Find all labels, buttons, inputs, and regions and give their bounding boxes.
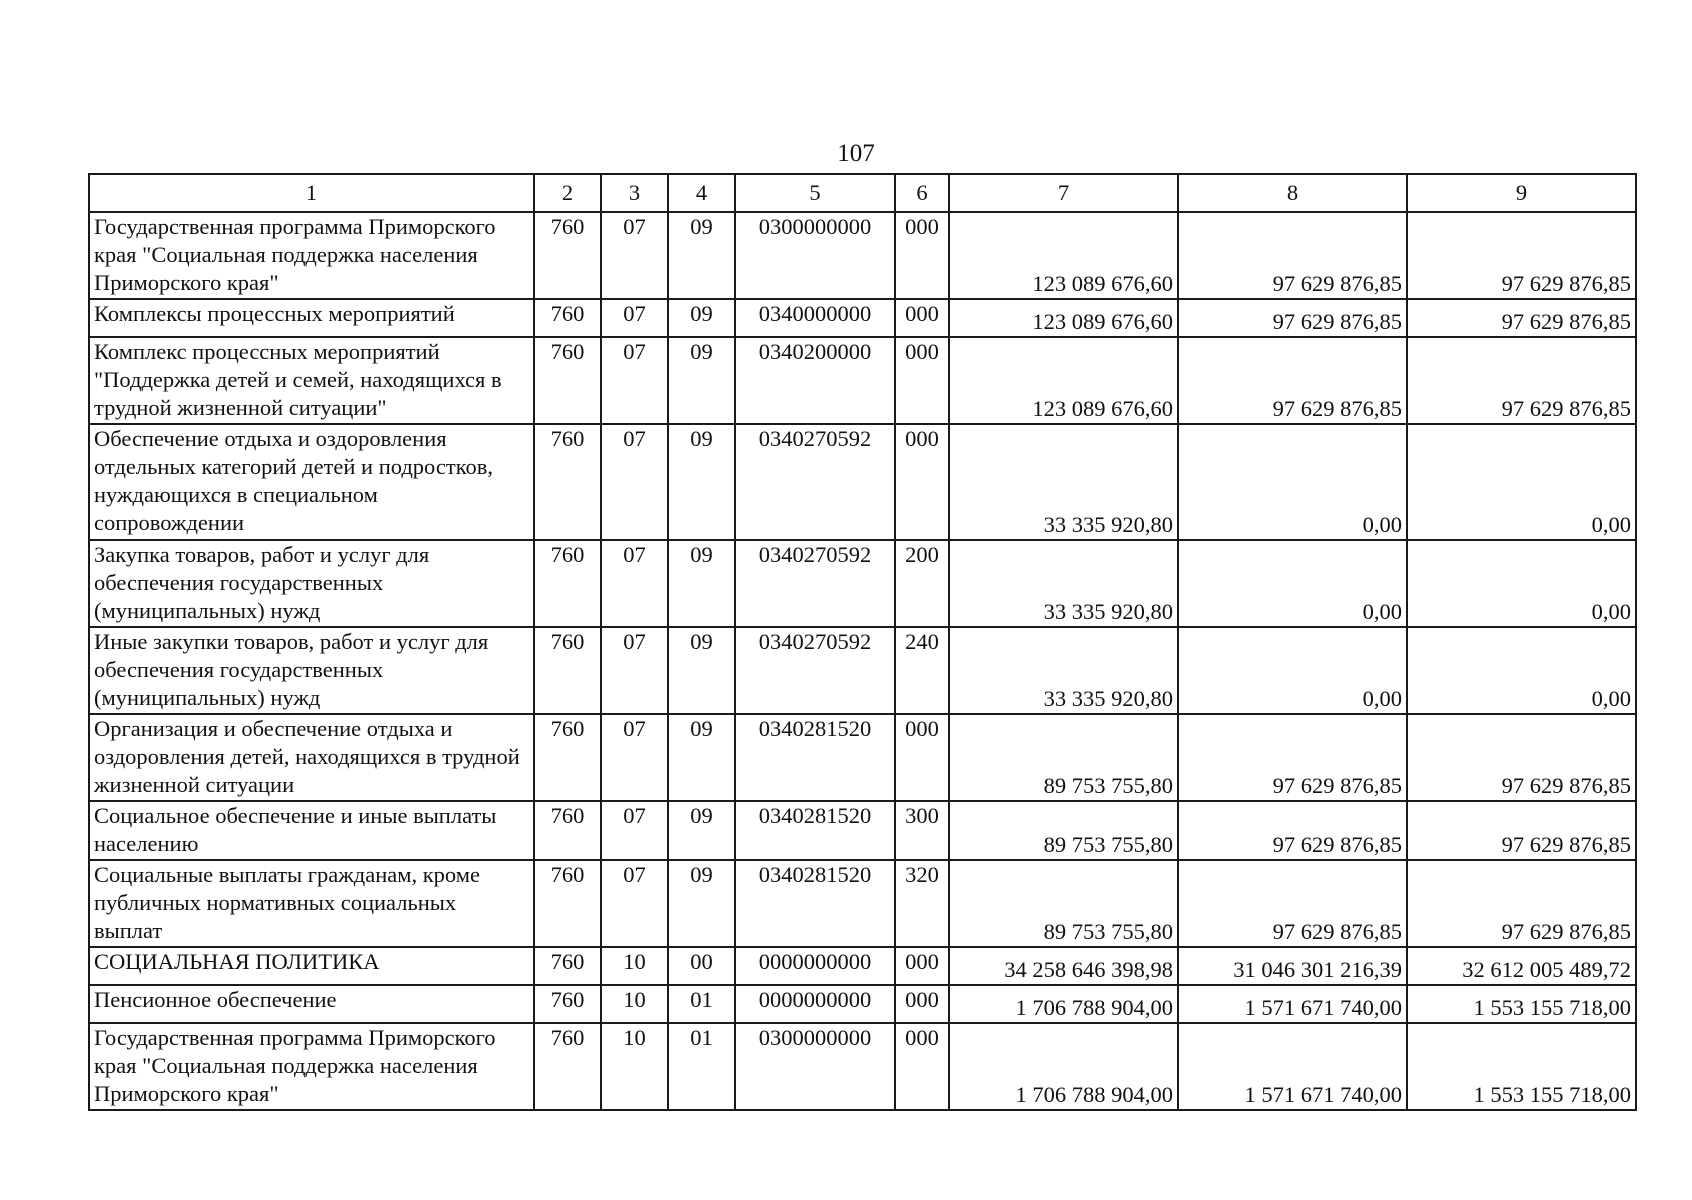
table-row xyxy=(89,714,1636,801)
row-amount-7: 34 258 646 398,98 xyxy=(949,947,1178,985)
row-amount-8: 97 629 876,85 xyxy=(1178,337,1407,424)
row-amount-9: 32 612 005 489,72 xyxy=(1407,947,1636,985)
table-row xyxy=(89,337,1636,424)
row-col-3: 07 xyxy=(601,801,668,860)
row-col-4: 09 xyxy=(668,714,735,801)
row-col-2: 760 xyxy=(534,1023,601,1110)
row-amount-9: 0,00 xyxy=(1407,540,1636,627)
row-col-6: 000 xyxy=(895,212,949,299)
row-col-2: 760 xyxy=(534,424,601,540)
row-amount-8: 1 571 671 740,00 xyxy=(1178,985,1407,1023)
table-row xyxy=(89,860,1636,947)
row-name: Организация и обеспечение отдыха и оздоровления детей, находящихся в трудной жизненной ситуации xyxy=(89,714,534,801)
row-col-2: 760 xyxy=(534,540,601,627)
row-amount-7: 89 753 755,80 xyxy=(949,714,1178,801)
row-col-3: 07 xyxy=(601,714,668,801)
row-col-3: 07 xyxy=(601,540,668,627)
row-amount-7: 33 335 920,80 xyxy=(949,540,1178,627)
row-amount-8: 1 571 671 740,00 xyxy=(1178,1023,1407,1110)
row-col-4: 09 xyxy=(668,801,735,860)
row-col-5: 0340281520 xyxy=(735,860,895,947)
table-row xyxy=(89,947,1636,985)
row-col-4: 00 xyxy=(668,947,735,985)
row-name: Государственная программа Приморского края "Социальная поддержка населения Приморского края" xyxy=(89,212,534,299)
row-amount-8: 97 629 876,85 xyxy=(1178,801,1407,860)
row-amount-7: 123 089 676,60 xyxy=(949,299,1178,337)
row-amount-8: 97 629 876,85 xyxy=(1178,299,1407,337)
row-amount-8: 97 629 876,85 xyxy=(1178,212,1407,299)
row-col-2: 760 xyxy=(534,860,601,947)
row-col-6: 000 xyxy=(895,337,949,424)
header-cell: 4 xyxy=(668,174,735,212)
table-row xyxy=(89,1023,1636,1110)
row-col-5: 0340000000 xyxy=(735,299,895,337)
row-col-4: 01 xyxy=(668,985,735,1023)
row-col-6: 000 xyxy=(895,947,949,985)
row-amount-7: 1 706 788 904,00 xyxy=(949,985,1178,1023)
row-amount-7: 89 753 755,80 xyxy=(949,860,1178,947)
row-col-3: 07 xyxy=(601,860,668,947)
row-col-4: 09 xyxy=(668,627,735,714)
header-cell: 5 xyxy=(735,174,895,212)
row-col-3: 07 xyxy=(601,627,668,714)
row-col-4: 09 xyxy=(668,299,735,337)
row-col-3: 10 xyxy=(601,947,668,985)
row-name: Пенсионное обеспечение xyxy=(89,985,534,1023)
header-cell: 8 xyxy=(1178,174,1407,212)
row-col-2: 760 xyxy=(534,801,601,860)
row-col-6: 000 xyxy=(895,1023,949,1110)
row-col-4: 09 xyxy=(668,540,735,627)
row-amount-7: 33 335 920,80 xyxy=(949,627,1178,714)
row-name: Государственная программа Приморского края "Социальная поддержка населения Приморского края" xyxy=(89,1023,534,1110)
row-amount-9: 97 629 876,85 xyxy=(1407,860,1636,947)
row-name: СОЦИАЛЬНАЯ ПОЛИТИКА xyxy=(89,947,534,985)
row-amount-9: 97 629 876,85 xyxy=(1407,337,1636,424)
row-col-4: 09 xyxy=(668,424,735,540)
row-col-2: 760 xyxy=(534,337,601,424)
row-amount-8: 97 629 876,85 xyxy=(1178,714,1407,801)
row-amount-9: 97 629 876,85 xyxy=(1407,801,1636,860)
row-col-5: 0000000000 xyxy=(735,947,895,985)
row-col-5: 0300000000 xyxy=(735,212,895,299)
row-col-6: 000 xyxy=(895,299,949,337)
row-amount-9: 97 629 876,85 xyxy=(1407,714,1636,801)
row-amount-9: 97 629 876,85 xyxy=(1407,212,1636,299)
row-amount-8: 0,00 xyxy=(1178,627,1407,714)
row-amount-8: 97 629 876,85 xyxy=(1178,860,1407,947)
row-name: Комплексы процессных мероприятий xyxy=(89,299,534,337)
header-cell: 7 xyxy=(949,174,1178,212)
row-name: Социальные выплаты гражданам, кроме публичных нормативных социальных выплат xyxy=(89,860,534,947)
row-col-2: 760 xyxy=(534,985,601,1023)
table-row xyxy=(89,540,1636,627)
row-col-4: 01 xyxy=(668,1023,735,1110)
row-amount-7: 33 335 920,80 xyxy=(949,424,1178,540)
header-cell: 3 xyxy=(601,174,668,212)
row-col-5: 0340200000 xyxy=(735,337,895,424)
row-amount-7: 89 753 755,80 xyxy=(949,801,1178,860)
row-col-2: 760 xyxy=(534,627,601,714)
row-col-4: 09 xyxy=(668,337,735,424)
row-name: Комплекс процессных мероприятий "Поддержка детей и семей, находящихся в трудной жизненной ситуации" xyxy=(89,337,534,424)
row-col-5: 0340281520 xyxy=(735,801,895,860)
page-number: 107 xyxy=(837,140,875,167)
row-amount-8: 31 046 301 216,39 xyxy=(1178,947,1407,985)
row-col-4: 09 xyxy=(668,860,735,947)
row-amount-9: 0,00 xyxy=(1407,424,1636,540)
header-cell: 9 xyxy=(1407,174,1636,212)
row-col-3: 07 xyxy=(601,299,668,337)
table-row xyxy=(89,627,1636,714)
row-name: Социальное обеспечение и иные выплаты населению xyxy=(89,801,534,860)
row-col-5: 0340270592 xyxy=(735,540,895,627)
header-cell: 6 xyxy=(895,174,949,212)
row-col-5: 0340270592 xyxy=(735,627,895,714)
row-col-6: 320 xyxy=(895,860,949,947)
row-name: Закупка товаров, работ и услуг для обеспечения государственных (муниципальных) нужд xyxy=(89,540,534,627)
row-name: Иные закупки товаров, работ и услуг для обеспечения государственных (муниципальных) нужд xyxy=(89,627,534,714)
row-col-5: 0340281520 xyxy=(735,714,895,801)
row-col-6: 000 xyxy=(895,714,949,801)
row-col-5: 0340270592 xyxy=(735,424,895,540)
row-col-5: 0000000000 xyxy=(735,985,895,1023)
row-col-2: 760 xyxy=(534,299,601,337)
table-row xyxy=(89,424,1636,540)
row-col-6: 300 xyxy=(895,801,949,860)
row-amount-9: 1 553 155 718,00 xyxy=(1407,985,1636,1023)
row-col-2: 760 xyxy=(534,714,601,801)
row-col-3: 07 xyxy=(601,337,668,424)
header-cell: 1 xyxy=(89,174,534,212)
row-col-2: 760 xyxy=(534,212,601,299)
row-amount-9: 97 629 876,85 xyxy=(1407,299,1636,337)
row-col-6: 000 xyxy=(895,424,949,540)
row-amount-9: 1 553 155 718,00 xyxy=(1407,1023,1636,1110)
table-header-row xyxy=(89,174,1636,212)
row-col-6: 200 xyxy=(895,540,949,627)
row-amount-7: 123 089 676,60 xyxy=(949,212,1178,299)
row-name: Обеспечение отдыха и оздоровления отдельных категорий детей и подростков, нуждающихся в специальном сопровождении xyxy=(89,424,534,540)
row-amount-7: 123 089 676,60 xyxy=(949,337,1178,424)
row-amount-8: 0,00 xyxy=(1178,540,1407,627)
row-amount-8: 0,00 xyxy=(1178,424,1407,540)
row-col-3: 10 xyxy=(601,1023,668,1110)
row-col-3: 07 xyxy=(601,424,668,540)
header-cell: 2 xyxy=(534,174,601,212)
row-amount-7: 1 706 788 904,00 xyxy=(949,1023,1178,1110)
row-col-3: 10 xyxy=(601,985,668,1023)
table-row xyxy=(89,299,1636,337)
row-col-3: 07 xyxy=(601,212,668,299)
table-row xyxy=(89,801,1636,860)
row-col-6: 000 xyxy=(895,985,949,1023)
row-col-6: 240 xyxy=(895,627,949,714)
row-col-4: 09 xyxy=(668,212,735,299)
table-row xyxy=(89,212,1636,299)
row-amount-9: 0,00 xyxy=(1407,627,1636,714)
row-col-2: 760 xyxy=(534,947,601,985)
table-row xyxy=(89,985,1636,1023)
budget-table xyxy=(88,173,1637,1111)
row-col-5: 0300000000 xyxy=(735,1023,895,1110)
